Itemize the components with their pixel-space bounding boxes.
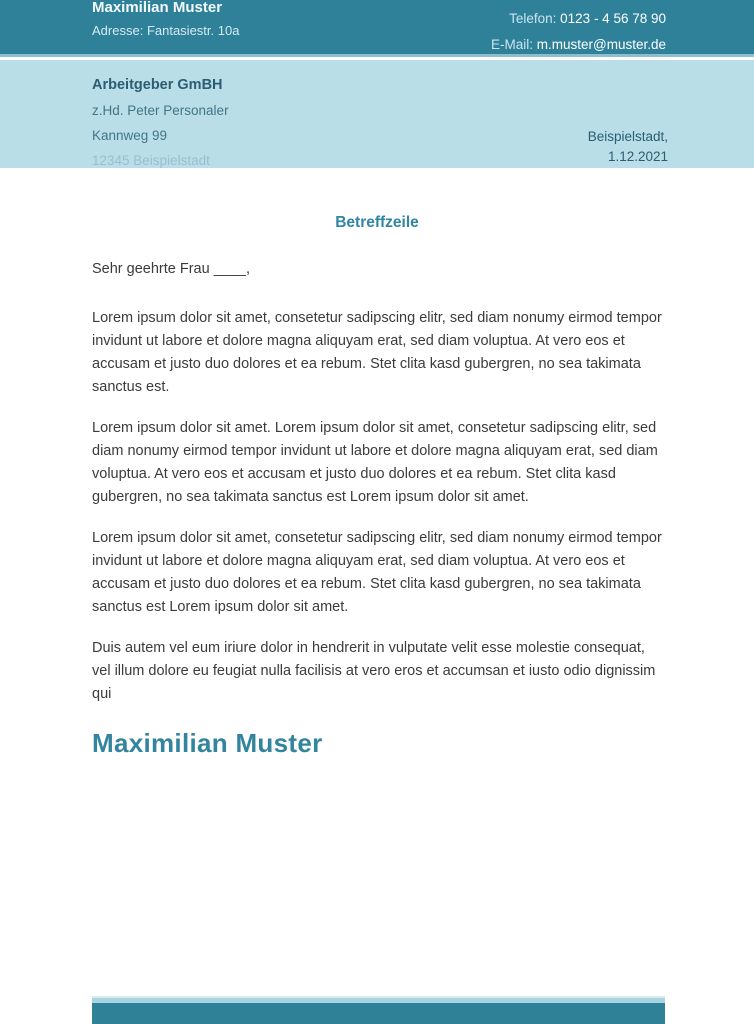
- sender-name: Maximilian Muster: [92, 0, 223, 16]
- place-line: Beispielstadt,: [587, 129, 668, 144]
- contact-header: [0, 0, 754, 57]
- signature-name: Maximilian Muster: [92, 728, 323, 758]
- recipient-band: [0, 60, 754, 168]
- recipient-street: Kannweg 99: [92, 128, 168, 143]
- recipient-attention: z.Hd. Peter Personaler: [92, 103, 229, 118]
- recipient-company: Arbeitgeber GmBH: [92, 77, 223, 93]
- sender-address: [92, 23, 239, 39]
- address-label: Adresse:: [92, 23, 144, 38]
- recipient-address-block: [92, 77, 229, 168]
- footer-light-strip: [92, 996, 665, 1003]
- subject-line: Betreffzeile: [335, 214, 419, 231]
- phone-value: 0123 - 4 56 78 90: [560, 11, 666, 26]
- place-date-block: [588, 127, 668, 167]
- phone-label: Telefon:: [509, 11, 557, 26]
- salutation: Sehr geehrte Frau ____,: [92, 261, 250, 277]
- address-value: Fantasiestr. 10a: [146, 23, 240, 38]
- date-line: 1.12.2021: [607, 149, 668, 164]
- recipient-city-clipped: 12345 Beispielstadt: [92, 153, 210, 168]
- paragraph-2: Lorem ipsum dolor sit amet. Lorem ipsum dolor sit amet, consetetur sadipscing elitr, sed diam nonumy eirmod tempor invidunt ut labore et dolore magna aliquyam erat, sed diam voluptua. At vero eos et accusam et justo duo dolores et ea rebum. Stet clita kasd gubergren, no sea takimata sanctus est Lorem ipsum dolor sit amet.: [92, 420, 658, 505]
- email-value: m.muster@muster.de: [536, 37, 666, 52]
- email-label: E-Mail:: [490, 37, 533, 52]
- sender-block: [92, 0, 239, 39]
- paragraph-4: Duis autem vel eum iriure dolor in hendrerit in vulputate velit esse molestie consequat, vel illum dolore eu feugiat nulla facilisis at vero eros et accumsan et iusto odio dignissim qui: [92, 640, 656, 702]
- phone-line: [491, 11, 666, 27]
- email-line: [491, 37, 666, 53]
- paragraph-3: Lorem ipsum dolor sit amet, consetetur sadipscing elitr, sed diam nonumy eirmod tempor invidunt ut labore et dolore magna aliquyam erat, sed diam voluptua. At vero eos et accusam et justo duo dolores et ea rebum. Stet clita kasd gubergren, no sea takimata sanctus est Lorem ipsum dolor sit amet.: [92, 530, 662, 615]
- sender-contact-block: [491, 11, 666, 53]
- footer-accent-bar: [92, 996, 665, 1024]
- letter-body: [92, 168, 662, 759]
- paragraph-1: Lorem ipsum dolor sit amet, consetetur sadipscing elitr, sed diam nonumy eirmod tempor invidunt ut labore et dolore magna aliquyam erat, sed diam voluptua. At vero eos et accusam et justo duo dolores et ea rebum. Stet clita kasd gubergren, no sea takimata sanctus est.: [92, 310, 662, 395]
